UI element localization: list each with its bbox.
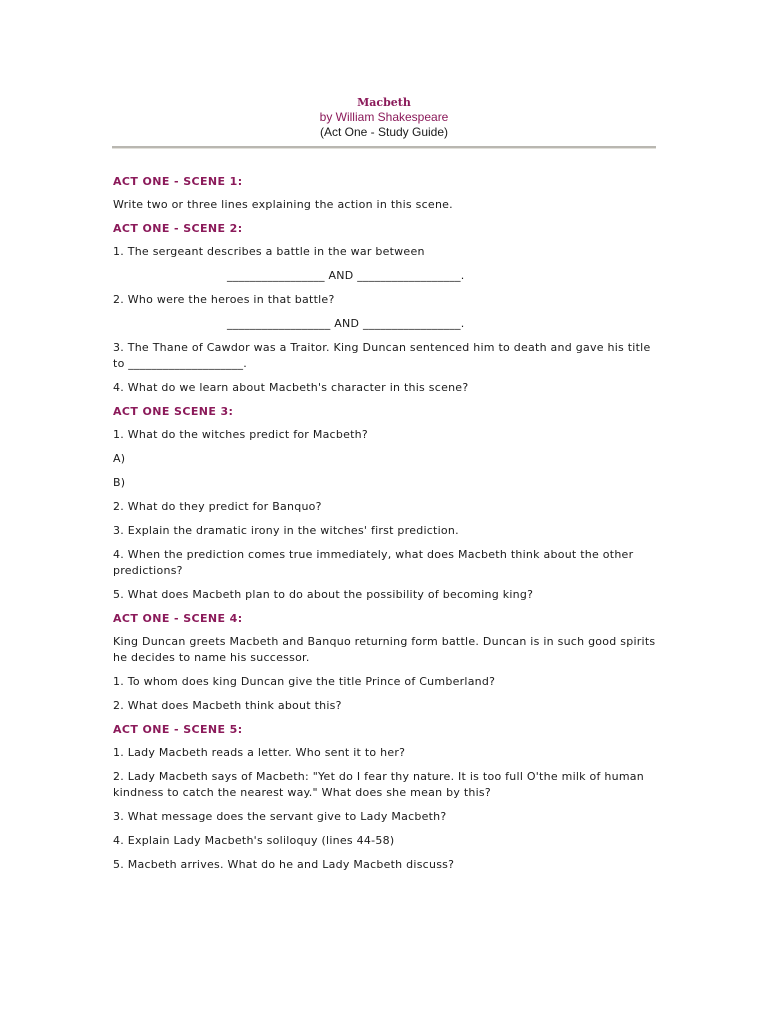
scene-5-question-5: 5. Macbeth arrives. What do he and Lady Macbeth discuss? xyxy=(113,858,455,871)
scene-3-heading: ACT ONE SCENE 3: xyxy=(113,405,234,418)
guide-line: (Act One - Study Guide) xyxy=(319,125,449,139)
scene-4-section xyxy=(113,611,658,714)
scene-2-question-2-blanks: __________________ AND _________________. xyxy=(227,317,465,330)
scene-3-question-5: 5. What does Macbeth plan to do about the possibility of becoming king? xyxy=(113,588,534,601)
author-line: by William Shakespeare xyxy=(319,110,449,124)
document-title: Macbeth xyxy=(357,96,411,109)
scene-5-question-2: 2. Lady Macbeth says of Macbeth: "Yet do I fear thy nature. It is too full O'the milk of human kindness to catch the nearest way." What does she mean by this? xyxy=(113,770,645,799)
header-divider xyxy=(112,146,656,149)
scene-5-question-4: 4. Explain Lady Macbeth's soliloquy (lines 44-58) xyxy=(113,834,395,847)
scene-3-question-2: 2. What do they predict for Banquo? xyxy=(113,500,322,513)
scene-4-intro: King Duncan greets Macbeth and Banquo returning form battle. Duncan is in such good spirits he decides to name his successor. xyxy=(113,635,656,664)
scene-2-question-1: 1. The sergeant describes a battle in the war between xyxy=(113,245,425,258)
scene-4-heading: ACT ONE - SCENE 4: xyxy=(113,612,243,625)
scene-5-heading: ACT ONE - SCENE 5: xyxy=(113,723,243,736)
scene-3-answer-a: A) xyxy=(113,452,126,465)
scene-4-question-2: 2. What does Macbeth think about this? xyxy=(113,699,342,712)
scene-3-question-3: 3. Explain the dramatic irony in the witches' first prediction. xyxy=(113,524,459,537)
scene-4-question-1: 1. To whom does king Duncan give the title Prince of Cumberland? xyxy=(113,675,496,688)
scene-5-section xyxy=(113,722,658,873)
scene-3-section xyxy=(113,404,658,603)
scene-1-section xyxy=(113,174,658,213)
scene-2-question-1-blanks: _________________ AND __________________. xyxy=(227,269,465,282)
document-body xyxy=(113,174,658,881)
scene-2-section xyxy=(113,221,658,396)
scene-2-heading: ACT ONE - SCENE 2: xyxy=(113,222,243,235)
scene-1-instruction: Write two or three lines explaining the action in this scene. xyxy=(113,198,453,211)
scene-2-question-2: 2. Who were the heroes in that battle? xyxy=(113,293,335,306)
scene-5-question-3: 3. What message does the servant give to Lady Macbeth? xyxy=(113,810,447,823)
scene-3-answer-b: B) xyxy=(113,476,126,489)
scene-1-heading: ACT ONE - SCENE 1: xyxy=(113,175,243,188)
scene-2-question-3: 3. The Thane of Cawdor was a Traitor. King Duncan sentenced him to death and gave his title to ____________________. xyxy=(113,341,651,370)
scene-3-question-4: 4. When the prediction comes true immediately, what does Macbeth think about the other predictions? xyxy=(113,548,634,577)
scene-5-question-1: 1. Lady Macbeth reads a letter. Who sent it to her? xyxy=(113,746,406,759)
scene-2-question-4: 4. What do we learn about Macbeth's character in this scene? xyxy=(113,381,469,394)
scene-3-question-1: 1. What do the witches predict for Macbeth? xyxy=(113,428,368,441)
document-header xyxy=(0,96,768,140)
